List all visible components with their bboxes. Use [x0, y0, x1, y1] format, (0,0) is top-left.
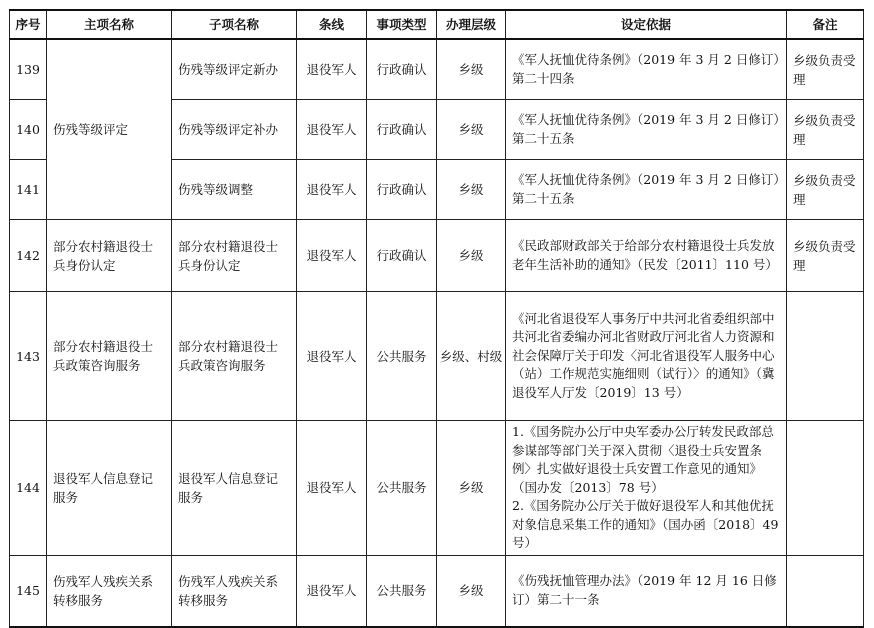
header-sub: 子项名称 — [172, 10, 297, 39]
cell-sub: 伤残军人残疾关系转移服务 — [172, 555, 297, 627]
basis-text: 1.《国务院办公厅中央军委办公厅转发民政部总参谋部等部门关于深入贯彻〈退役士兵安置条例〉扎实做好退役士兵安置工作意见的通知》（国办发〔2013〕78 号） — [512, 424, 774, 495]
cell-type: 公共服务 — [367, 555, 437, 627]
basis-text: 《军人抚恤优待条例》（2019 年 3 月 2 日修订）第二十五条 — [512, 112, 780, 146]
table-row — [10, 39, 864, 100]
cell-type: 行政确认 — [367, 39, 437, 100]
cell-type: 行政确认 — [367, 100, 437, 160]
cell-basis — [506, 292, 787, 421]
cell-note — [787, 421, 864, 556]
cell-type: 行政确认 — [367, 220, 437, 292]
table-row — [10, 220, 864, 292]
cell-main: 部分农村籍退役士兵政策咨询服务 — [47, 292, 172, 421]
cell-type: 公共服务 — [367, 292, 437, 421]
cell-line: 退役军人 — [297, 421, 367, 556]
cell-basis — [506, 100, 787, 160]
cell-sub: 伤残等级评定补办 — [172, 100, 297, 160]
cell-level: 乡级 — [437, 220, 506, 292]
cell-note — [787, 555, 864, 627]
header-line: 条线 — [297, 10, 367, 39]
cell-level: 乡级 — [437, 421, 506, 556]
table-row — [10, 421, 864, 556]
cell-sub: 部分农村籍退役士兵政策咨询服务 — [172, 292, 297, 421]
header-main: 主项名称 — [47, 10, 172, 39]
cell-line: 退役军人 — [297, 220, 367, 292]
cell-line: 退役军人 — [297, 555, 367, 627]
cell-line: 退役军人 — [297, 39, 367, 100]
cell-line: 退役军人 — [297, 160, 367, 220]
cell-level: 乡级 — [437, 555, 506, 627]
cell-sub: 退役军人信息登记服务 — [172, 421, 297, 556]
cell-sub: 伤残等级调整 — [172, 160, 297, 220]
basis-text: 《军人抚恤优待条例》（2019 年 3 月 2 日修订）第二十四条 — [512, 52, 780, 86]
cell-main: 伤残军人残疾关系转移服务 — [47, 555, 172, 627]
cell-line: 退役军人 — [297, 100, 367, 160]
cell-note: 乡级负责受理 — [787, 220, 864, 292]
cell-main: 伤残等级评定 — [47, 39, 172, 220]
cell-no: 141 — [10, 160, 47, 220]
header-no: 序号 — [10, 10, 47, 39]
cell-no: 143 — [10, 292, 47, 421]
cell-type: 行政确认 — [367, 160, 437, 220]
header-basis: 设定依据 — [506, 10, 787, 39]
cell-no: 145 — [10, 555, 47, 627]
cell-basis — [506, 555, 787, 627]
cell-no: 140 — [10, 100, 47, 160]
cell-level: 乡级 — [437, 160, 506, 220]
cell-level: 乡级 — [437, 39, 506, 100]
cell-main: 部分农村籍退役士兵身份认定 — [47, 220, 172, 292]
cell-basis — [506, 39, 787, 100]
cell-note: 乡级负责受理 — [787, 160, 864, 220]
cell-basis — [506, 160, 787, 220]
cell-note: 乡级负责受理 — [787, 100, 864, 160]
cell-sub: 部分农村籍退役士兵身份认定 — [172, 220, 297, 292]
basis-text: 《民政部财政部关于给部分农村籍退役士兵发放老年生活补助的通知》（民发〔2011〕110 号） — [512, 238, 778, 272]
basis-text: 《河北省退役军人事务厅中共河北省委组织部中共河北省委编办河北省财政厅河北省人力资源和社会保障厅关于印发〈河北省退役军人服务中心（站）工作规范实施细则（试行）〉的通知》（冀退役军人厅发〔2019〕13 号） — [512, 310, 775, 400]
cell-basis — [506, 421, 787, 556]
table-row — [10, 292, 864, 421]
table-row — [10, 555, 864, 627]
basis-text: 2.《国务院办公厅关于做好退役军人和其他优抚对象信息采集工作的通知》（国办函〔2018〕49 号） — [512, 498, 779, 550]
cell-note — [787, 292, 864, 421]
cell-type: 公共服务 — [367, 421, 437, 556]
matters-table — [9, 9, 864, 628]
header-row — [10, 10, 864, 39]
cell-sub: 伤残等级评定新办 — [172, 39, 297, 100]
cell-note: 乡级负责受理 — [787, 39, 864, 100]
header-level: 办理层级 — [437, 10, 506, 39]
basis-text: 《军人抚恤优待条例》（2019 年 3 月 2 日修订）第二十五条 — [512, 172, 780, 206]
header-note: 备注 — [787, 10, 864, 39]
cell-no: 144 — [10, 421, 47, 556]
basis-text: 《伤残抚恤管理办法》（2019 年 12 月 16 日修订）第二十一条 — [512, 573, 777, 607]
cell-level: 乡级 — [437, 100, 506, 160]
cell-basis — [506, 220, 787, 292]
header-type: 事项类型 — [367, 10, 437, 39]
cell-level: 乡级、村级 — [437, 292, 506, 421]
cell-no: 139 — [10, 39, 47, 100]
cell-line: 退役军人 — [297, 292, 367, 421]
cell-main: 退役军人信息登记服务 — [47, 421, 172, 556]
cell-no: 142 — [10, 220, 47, 292]
